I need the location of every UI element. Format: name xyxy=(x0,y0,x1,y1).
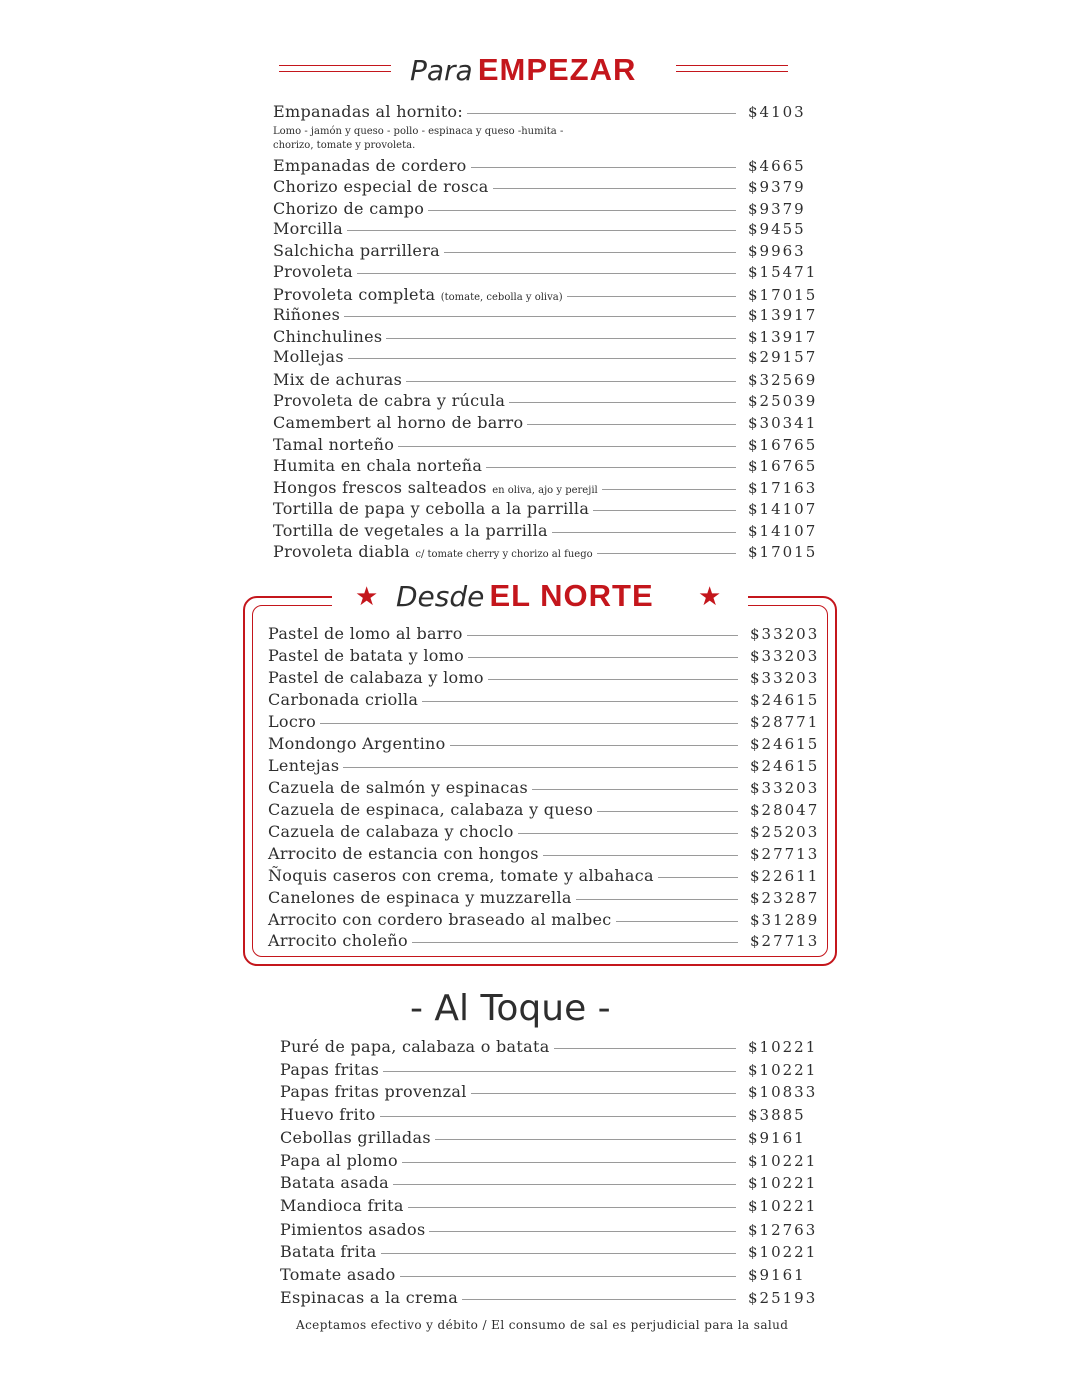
empezar-heading xyxy=(410,52,636,88)
menu-item-price: $10221 xyxy=(748,1243,818,1261)
menu-item-name-text: Huevo frito xyxy=(280,1105,376,1124)
menu-item-row xyxy=(273,305,818,327)
menu-item-name xyxy=(280,1196,408,1216)
menu-item-row xyxy=(273,219,818,241)
menu-item-price: $15471 xyxy=(748,263,818,281)
menu-item-price: $24615 xyxy=(750,735,820,753)
menu-item-row xyxy=(268,910,820,932)
menu-item-price: $3885 xyxy=(748,1106,806,1124)
menu-item-row xyxy=(273,241,818,263)
empanadas-description-line-2: chorizo, tomate y provoleta. xyxy=(273,140,416,151)
menu-item-name xyxy=(273,478,602,501)
menu-item-row xyxy=(280,1173,820,1195)
menu-item-name-text: Riñones xyxy=(273,305,341,324)
menu-item-row xyxy=(273,285,818,307)
menu-item-name xyxy=(280,1060,383,1080)
menu-item-name-text: Hongos frescos salteados xyxy=(273,478,487,497)
menu-item-price: $33203 xyxy=(750,779,820,797)
menu-item-name-text: Mix de achuras xyxy=(273,370,403,389)
menu-item-name xyxy=(268,690,422,710)
star-icon: ★ xyxy=(355,582,379,612)
menu-item-name xyxy=(273,102,467,122)
menu-item-row xyxy=(273,199,818,221)
menu-item-price: $32569 xyxy=(748,371,818,389)
menu-item-name xyxy=(273,219,347,239)
menu-item-row xyxy=(273,391,818,413)
menu-item-row xyxy=(273,327,818,349)
menu-item-row xyxy=(273,156,818,178)
menu-item-name-text: Arrocito choleño xyxy=(268,931,408,950)
menu-item-name-text: Batata frita xyxy=(280,1242,377,1261)
menu-item-name-text: Tortilla de papa y cebolla a la parrilla xyxy=(273,499,590,518)
menu-item-name-text: Mandioca frita xyxy=(280,1196,404,1215)
toque-heading-text: - Al Toque - xyxy=(410,988,611,1029)
menu-item-name xyxy=(273,435,398,455)
menu-item-name-text: Empanadas de cordero xyxy=(273,156,467,175)
menu-item-name xyxy=(268,712,320,732)
menu-item-name-text: Cazuela de salmón y espinacas xyxy=(268,778,529,797)
menu-item-name xyxy=(273,542,597,565)
menu-item-price: $13917 xyxy=(748,328,818,346)
menu-item-price: $4665 xyxy=(748,157,806,175)
menu-item-name xyxy=(268,844,543,864)
menu-item-row xyxy=(280,1128,820,1150)
menu-item-name-text: Cazuela de calabaza y choclo xyxy=(268,822,514,841)
empezar-rule-left-2 xyxy=(279,71,391,72)
menu-item-row xyxy=(268,931,820,953)
menu-item-name xyxy=(273,156,471,176)
menu-item-name xyxy=(273,262,357,282)
menu-item-price: $28771 xyxy=(750,713,820,731)
menu-item-price: $10221 xyxy=(748,1152,818,1170)
menu-item-name xyxy=(268,800,597,820)
menu-item-name-text: Canelones de espinaca y muzzarella xyxy=(268,888,572,907)
menu-item-row xyxy=(280,1151,820,1173)
menu-item-name xyxy=(280,1242,381,1262)
menu-item-row xyxy=(268,756,820,778)
menu-item-name-text: Cebollas grilladas xyxy=(280,1128,431,1147)
menu-item-price: $17015 xyxy=(748,286,818,304)
menu-item-price: $25039 xyxy=(748,392,818,410)
menu-item-name-text: Arrocito con cordero braseado al malbec xyxy=(268,910,612,929)
empezar-rule-right-2 xyxy=(676,71,788,72)
menu-item-price: $10221 xyxy=(748,1061,818,1079)
menu-item-price: $33203 xyxy=(750,625,820,643)
menu-item-name-text: Pastel de lomo al barro xyxy=(268,624,463,643)
menu-item-name-text: Batata asada xyxy=(280,1173,389,1192)
menu-item-row xyxy=(273,262,818,284)
menu-item-row xyxy=(268,844,820,866)
menu-item-name xyxy=(268,822,518,842)
menu-item-note: (tomate, cebolla y oliva) xyxy=(440,292,563,303)
menu-item-price: $10221 xyxy=(748,1038,818,1056)
menu-item-name-text: Pimientos asados xyxy=(280,1220,426,1239)
menu-item-name-text: Provoleta completa xyxy=(273,285,436,304)
menu-item-price: $31289 xyxy=(750,911,820,929)
menu-item-name xyxy=(280,1037,554,1057)
menu-item-name-text: Pastel de batata y lomo xyxy=(268,646,465,665)
menu-item-name xyxy=(280,1151,402,1171)
menu-item-name xyxy=(273,347,348,367)
menu-item-name xyxy=(280,1288,462,1308)
menu-item-price: $33203 xyxy=(750,647,820,665)
menu-item-row xyxy=(268,668,820,690)
menu-item-name-text: Provoleta diabla xyxy=(273,542,410,561)
menu-item-row xyxy=(273,499,818,521)
menu-item-name xyxy=(268,624,467,644)
menu-item-row xyxy=(273,478,818,500)
norte-heading xyxy=(396,578,654,614)
menu-item-price: $14107 xyxy=(748,522,818,540)
menu-item-name xyxy=(280,1082,471,1102)
menu-item-row xyxy=(280,1082,820,1104)
menu-item-price: $27713 xyxy=(750,932,820,950)
toque-heading xyxy=(410,988,611,1029)
menu-item-name-text: Provoleta de cabra y rúcula xyxy=(273,391,506,410)
menu-item-row xyxy=(273,456,818,478)
menu-item-price: $10833 xyxy=(748,1083,818,1101)
menu-item-price: $9379 xyxy=(748,200,806,218)
menu-item-price: $9161 xyxy=(748,1129,806,1147)
star-icon: ★ xyxy=(698,582,722,612)
menu-item-price: $9379 xyxy=(748,178,806,196)
menu-item-row xyxy=(268,624,820,646)
menu-item-name-text: Ñoquis caseros con crema, tomate y albahaca xyxy=(268,866,654,885)
menu-item-price: $33203 xyxy=(750,669,820,687)
menu-item-name xyxy=(273,456,486,476)
menu-item-name-text: Camembert al horno de barro xyxy=(273,413,524,432)
menu-item-name-text: Chorizo especial de rosca xyxy=(273,177,489,196)
menu-item-name xyxy=(280,1128,435,1148)
empezar-heading-script: Para xyxy=(410,54,473,87)
menu-item-name xyxy=(273,413,527,433)
menu-item-name xyxy=(273,305,344,325)
menu-item-row xyxy=(273,177,818,199)
menu-item-row xyxy=(268,866,820,888)
menu-item-name-text: Tomate asado xyxy=(280,1265,396,1284)
menu-item-name xyxy=(273,370,406,390)
empezar-rule-left-1 xyxy=(279,65,391,66)
menu-item-name-text: Locro xyxy=(268,712,316,731)
menu-item-row xyxy=(268,888,820,910)
menu-item-name-text: Morcilla xyxy=(273,219,343,238)
menu-item-row xyxy=(280,1288,820,1310)
menu-item-leader-line xyxy=(268,723,738,724)
menu-item-price: $24615 xyxy=(750,691,820,709)
menu-item-price: $25193 xyxy=(748,1289,818,1307)
menu-item-row xyxy=(273,413,818,435)
menu-item-price: $10221 xyxy=(748,1197,818,1215)
menu-item-price: $9963 xyxy=(748,242,806,260)
menu-item-name xyxy=(280,1220,429,1240)
menu-item-name xyxy=(273,391,509,411)
empezar-rule-right-1 xyxy=(676,65,788,66)
menu-item-row xyxy=(268,800,820,822)
menu-item-name-text: Papas fritas xyxy=(280,1060,380,1079)
menu-item-name-text: Chorizo de campo xyxy=(273,199,425,218)
menu-item-name xyxy=(273,199,428,219)
norte-heading-script: Desde xyxy=(396,580,485,613)
menu-item-price: $24615 xyxy=(750,757,820,775)
menu-item-name-text: Pastel de calabaza y lomo xyxy=(268,668,484,687)
menu-item-name xyxy=(268,756,343,776)
payment-and-salt-notice: Aceptamos efectivo y débito / El consumo de sal es perjudicial para la salud xyxy=(296,1318,789,1332)
menu-item-price: $12763 xyxy=(748,1221,818,1239)
norte-heading-bold: EL NORTE xyxy=(489,578,654,613)
menu-item-row xyxy=(268,712,820,734)
menu-item-row xyxy=(273,102,818,124)
menu-item-name xyxy=(268,910,616,930)
menu-item-price: $28047 xyxy=(750,801,820,819)
menu-item-name xyxy=(273,327,386,347)
menu-item-price: $16765 xyxy=(748,457,818,475)
menu-item-name-text: Mondongo Argentino xyxy=(268,734,446,753)
menu-item-price: $27713 xyxy=(750,845,820,863)
menu-item-name xyxy=(273,177,493,197)
menu-item-price: $25203 xyxy=(750,823,820,841)
menu-item-row xyxy=(268,734,820,756)
empezar-heading-bold: EMPEZAR xyxy=(477,52,637,87)
menu-item-name xyxy=(268,668,488,688)
menu-item-name-text: Carbonada criolla xyxy=(268,690,419,709)
menu-item-price: $14107 xyxy=(748,500,818,518)
menu-item-price: $30341 xyxy=(748,414,818,432)
menu-item-price: $23287 xyxy=(750,889,820,907)
menu-item-name-text: Salchicha parrillera xyxy=(273,241,440,260)
menu-item-row xyxy=(273,435,818,457)
menu-item-name xyxy=(280,1265,400,1285)
menu-item-row xyxy=(268,646,820,668)
menu-item-price: $9161 xyxy=(748,1266,806,1284)
menu-item-price: $13917 xyxy=(748,306,818,324)
menu-item-name-text: Humita en chala norteña xyxy=(273,456,483,475)
menu-item-name xyxy=(273,499,593,519)
menu-item-name-text: Papas fritas provenzal xyxy=(280,1082,467,1101)
menu-item-row xyxy=(268,778,820,800)
menu-item-row xyxy=(273,347,818,369)
menu-item-price: $16765 xyxy=(748,436,818,454)
menu-item-name-text: Papa al plomo xyxy=(280,1151,398,1170)
menu-item-row xyxy=(268,822,820,844)
menu-item-name-text: Tortilla de vegetales a la parrilla xyxy=(273,521,548,540)
menu-item-name xyxy=(268,646,468,666)
menu-item-row xyxy=(273,542,818,564)
menu-item-price: $22611 xyxy=(750,867,820,885)
menu-item-price: $4103 xyxy=(748,103,806,121)
empanadas-description-line-1: Lomo - jamón y queso - pollo - espinaca y queso -humita - xyxy=(273,126,564,137)
menu-item-row xyxy=(273,370,818,392)
menu-item-row xyxy=(280,1196,820,1218)
menu-item-row xyxy=(273,521,818,543)
menu-item-row xyxy=(280,1037,820,1059)
menu-item-name-text: Cazuela de espinaca, calabaza y queso xyxy=(268,800,594,819)
menu-item-row xyxy=(280,1220,820,1242)
menu-item-name-text: Tamal norteño xyxy=(273,435,395,454)
menu-item-name xyxy=(268,866,658,886)
menu-item-name xyxy=(268,931,412,951)
menu-item-name-text: Puré de papa, calabaza o batata xyxy=(280,1037,550,1056)
menu-item-price: $9455 xyxy=(748,220,806,238)
menu-item-price: $17163 xyxy=(748,479,818,497)
menu-item-name xyxy=(273,241,444,261)
menu-item-note: c/ tomate cherry y chorizo al fuego xyxy=(415,549,593,560)
menu-item-name-text: Chinchulines xyxy=(273,327,383,346)
menu-item-name-text: Provoleta xyxy=(273,262,353,281)
menu-item-name xyxy=(273,521,552,541)
menu-item-name xyxy=(280,1173,393,1193)
menu-item-name-text: Lentejas xyxy=(268,756,340,775)
menu-item-row xyxy=(280,1265,820,1287)
menu-item-row xyxy=(280,1242,820,1264)
menu-item-row xyxy=(280,1060,820,1082)
menu-item-name-text: Empanadas al hornito: xyxy=(273,102,464,121)
menu-item-name xyxy=(268,778,532,798)
menu-item-note: en oliva, ajo y perejil xyxy=(492,485,598,496)
menu-item-name xyxy=(268,734,450,754)
menu-item-price: $17015 xyxy=(748,543,818,561)
menu-item-name xyxy=(268,888,576,908)
menu-item-price: $29157 xyxy=(748,348,818,366)
menu-item-row xyxy=(268,690,820,712)
menu-item-name xyxy=(280,1105,380,1125)
menu-item-price: $10221 xyxy=(748,1174,818,1192)
menu-item-name-text: Mollejas xyxy=(273,347,344,366)
menu-item-name-text: Espinacas a la crema xyxy=(280,1288,459,1307)
menu-item-row xyxy=(280,1105,820,1127)
menu-item-name-text: Arrocito de estancia con hongos xyxy=(268,844,539,863)
